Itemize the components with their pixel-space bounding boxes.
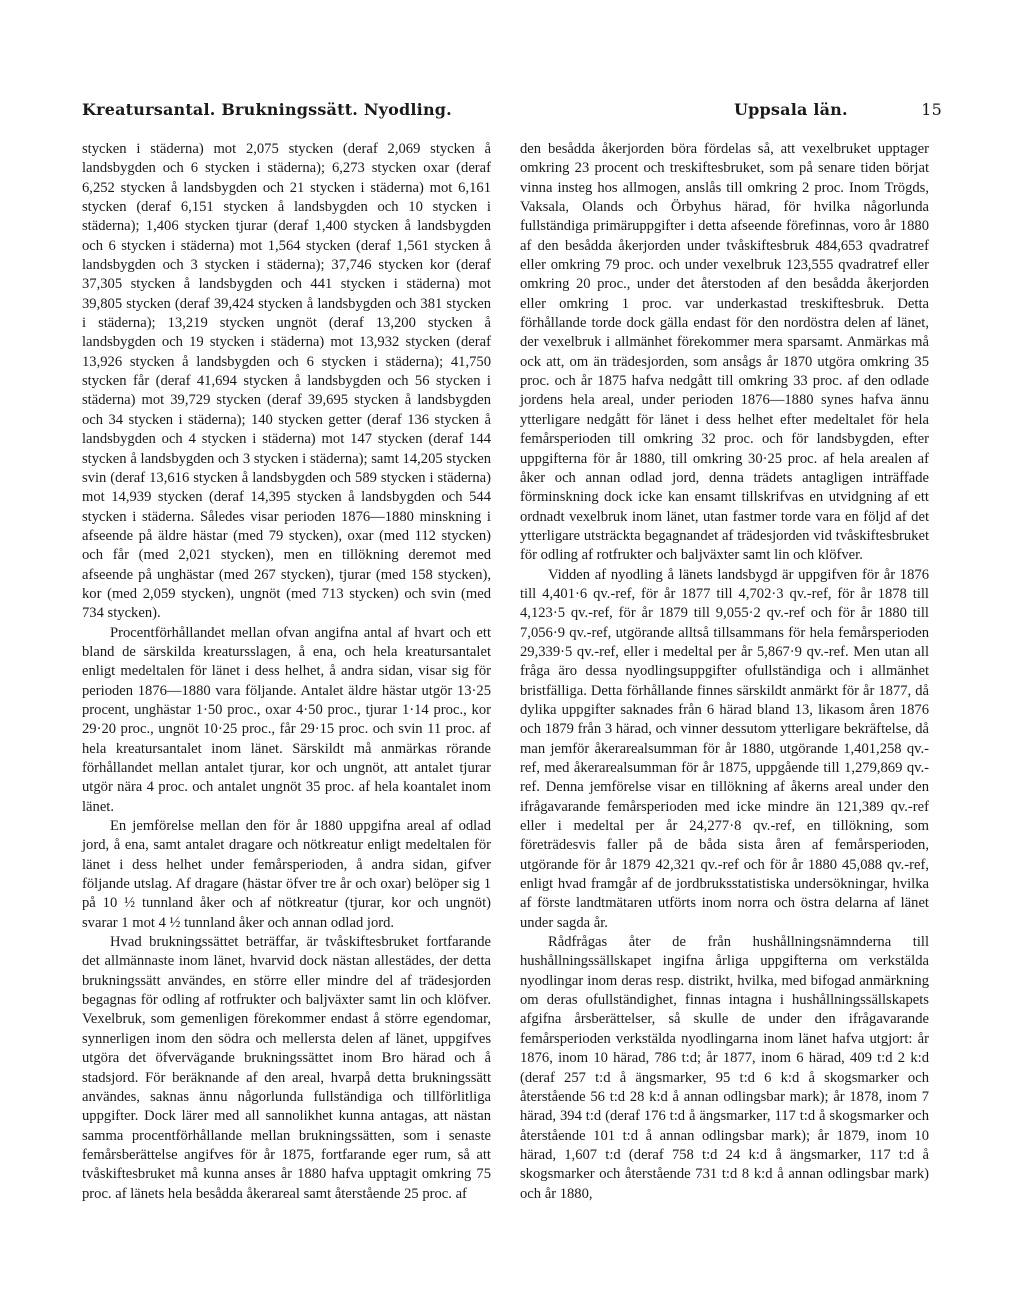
header-left-title: Kreatursantal. Brukningssätt. Nyodling. xyxy=(82,100,452,119)
paragraph: stycken i städerna) mot 2,075 stycken (deraf 2,069 stycken å landsbygden och 6 stycken i städerna); 6,273 stycken oxar (deraf 6,252 stycken å landsbygden och 21 stycken i städerna) mot 6,161 stycken (deraf 6,151 stycken å landsbygden och 10 stycken i städerna); 1,406 stycken tjurar (deraf 1,400 stycken å landsbygden och 6 stycken i städerna) mot 1,564 stycken (deraf 1,561 stycken å landsbygden och 3 stycken i städerna); 37,746 stycken kor (deraf 37,305 stycken å landsbygden och 441 stycken i städerna) mot 39,805 stycken (deraf 39,424 stycken å landsbygden och 381 stycken i städerna); 13,219 stycken ungnöt (deraf 13,200 stycken å landsbygden och 19 stycken i städerna) mot 13,932 stycken (deraf 13,926 stycken å landsbygden och 6 stycken i städerna); 41,750 stycken får (deraf 41,694 stycken å landsbygden och 56 stycken i städerna) mot 39,729 stycken (deraf 39,695 stycken å landsbygden och 34 stycken i städerna); 140 stycken getter (deraf 136 stycken å landsbygden och 4 stycken i städerna) mot 147 stycken (deraf 144 stycken å landsbygden och 3 stycken i städerna); samt 14,205 stycken svin (deraf 13,616 stycken å landsbygden och 589 stycken i städerna) mot 14,939 stycken (deraf 14,395 stycken å landsbygden och 544 stycken i städerna. Således visar perioden 1876—1880 minskning i afseende på äldre hästar (med 79 stycken), oxar (med 112 stycken) och får (med 2,021 stycken), men en tillökning deremot med afseende på unghästar (med 267 stycken), tjurar (med 158 stycken), kor (med 2,059 stycken), ungnöt (med 713 stycken) och svin (med 734 stycken). xyxy=(82,141,491,622)
header-right-title: Uppsala län. xyxy=(734,100,848,119)
paragraph: Procentförhållandet mellan ofvan angifna antal af hvart och ett bland de särskilda kreatursslagen, å ena, och hela kreatursantalet enligt medeltalen för länet i dess helhet, å andra sidan, visar sig för perioden 1876—1880 vara följande. Antalet äldre hästar utgör 13·25 procent, unghästar 1·50 proc., oxar 4·50 proc., tjurar 1·14 proc., kor 29·20 proc., ungnöt 10·25 proc., får 29·15 proc. och svin 11 proc. af hela kreatursantalet inom länet. Särskildt må anmärkas rörande förhållandet mellan antalet tjurar, kor och ungnöt, att antalet tjurar utgör nära 4 proc. och antalet ungnöt 35 proc. af hela koantalet inom länet. xyxy=(82,624,491,815)
left-text-column xyxy=(82,140,491,1204)
paragraph: Vidden af nyodling å länets landsbygd är uppgifven för år 1876 till 4,401·6 qv.-ref, för år 1877 till 4,702·3 qv.-ref, för år 1878 till 4,123·5 qv.-ref, för år 1879 till 9,055·2 qv.-ref och för år 1880 till 7,056·9 qv.-ref, utgörande alltså tillsammans för hela femårsperioden 29,339·5 qv.-ref, eller i medeltal per år 5,867·9 qv.-ref. Men utan all fråga äro dessa nyodlingsuppgifter ofullständiga och i allmänhet bristfälliga. Detta förhållande finnes särskildt anmärkt för år 1877, då dylika uppgifter saknades från 6 härad bland 13, likasom åren 1876 och 1879 från 3 härad, och vinner dessutom ytterligare bekräftelse, då man jemför åkerarealsumman för år 1880, utgörande 1,401,258 qv.-ref, med åkerarealsumman för år 1875, uppgående till 1,279,869 qv.-ref. Denna jemförelse visar en tillökning af åkerns areal under den ifrågavarande femårsperioden med icke mindre än 121,389 qv.-ref eller i medeltal per år 24,277·8 qv.-ref, en tillökning, som företrädesvis faller på de båda sista åren af femårsperioden, utgörande för år 1879 42,321 qv.-ref och för år 1880 45,088 qv.-ref, enligt hvad framgår af de jordbruksstatistiska undersökningar, hvilka af förste landtmätaren utförts inom norra och östra delarna af länet under sagda år. xyxy=(520,566,929,931)
paragraph: En jemförelse mellan den för år 1880 uppgifna areal af odlad jord, å ena, samt antalet dragare och nötkreatur enligt medeltalen för länet i dess helhet under femårsperioden, å andra sidan, gifver följande utslag. Af dragare (hästar öfver tre år och oxar) belöper sig 1 på 10 ½ tunnland åker och af nötkreatur (tjurar, kor och ungnöt) svarar 1 mot 4 ½ tunnland åker och annan odlad jord. xyxy=(82,818,491,931)
paragraph: Rådfrågas åter de från hushållningsnämnderna till hushållningssällskapet ingifna årliga uppgifterna om verkstälda nyodlingar inom deras resp. distrikt, hvilka, med bifogad anmärkning om deras ofullständighet, finnas intagna i hushållningssällskapets afgifna årsberättelser, så skulle de under den ifrågavarande femårsperioden verkstälda nyodlingarna inom länet hafva utgjort: år 1876, inom 10 härad, 786 t:d; år 1877, inom 6 härad, 409 t:d 2 k:d (deraf 257 t:d å ängsmarker, 95 t:d 6 k:d å skogsmarker och återstående 56 t:d 28 k:d å annan odlingsbar mark); år 1878, inom 7 härad, 394 t:d (deraf 176 t:d å ängsmarker, 117 t:d å skogsmarker och återstående 101 t:d å annan odlingsbar mark); år 1879, inom 10 härad, 1,607 t:d (deraf 758 t:d 24 k:d å ängsmarker, 117 t:d å skogsmarker och återstående 731 t:d 8 k:d å annan odlingsbar mark) och år 1880, xyxy=(520,934,929,1202)
paragraph: den besådda åkerjorden böra fördelas så, att vexelbruket upptager omkring 23 procent och treskiftesbruket, som på senare tiden börjat vinna insteg hos allmogen, anslås till omkring 2 proc. Inom Trögds, Vaksala, Olands och Örbyhus härad, för hvilka någorlunda fullständiga primäruppgifter i detta afseende förefinnas, voro år 1880 af den besådda åkerjorden under tvåskiftesbruk 484,653 qvadratref eller omkring 79 proc. och under vexelbruk 123,555 qvadratref eller omkring 20 proc., under det återstoden af den besådda åkerjorden eller omkring 1 proc. var underkastad treskiftesbruk. Detta förhållande torde dock gälla endast för den nordöstra delen af länet, der vexelbruk i allmänhet förekommer mera sparsamt. Anmärkas må ock att, om än trädesjorden, som ansågs år 1870 utgöra omkring 35 proc. och år 1875 hafva nedgått till omkring 33 proc. af den odlade jordens hela areal, under perioden 1876—1880 synes hafva ännu ytterligare nedgått för länet i dess helhet efter medeltalet för hela femårsperioden till omkring 32 proc. och för landsbygden, efter uppgifterna för år 1880, till omkring 30·25 proc. af hela arealen af åker och annan odlad jord, denna trädets antagligen inträffade förminskning dock icke kan ensamt tillskrifvas en utvidgning af ett ordnadt vexelbruk inom länet, utan fastmer torde vara en följd af det ytterligare utsträckta begagnandet af trädesjorden vid tvåskiftesbruket för odling af rotfrukter och baljväxter samt lin och klöfver. xyxy=(520,141,929,564)
page-number: 15 xyxy=(921,100,942,119)
running-header xyxy=(82,100,942,126)
paragraph: Hvad brukningssättet beträffar, är tvåskiftesbruket fortfarande det allmännaste inom länet, hvarvid dock nästan allestädes, der detta brukningssätt användes, en större eller mindre del af trädesjorden begagnas för odling af rotfrukter och baljväxter samt lin och klöfver. Vexelbruk, som gemenligen förekommer endast å större egendomar, synnerligen inom den södra och mellersta delen af länet, uppgifves utgöra det öfvervägande brukningssättet inom Bro härad och å stadsjord. För beräknande af den areal, hvarpå detta brukningssätt användes, saknas ännu någorlunda fullständiga och tillförlitliga uppgifter. Dock lärer med all sannolikhet kunna antagas, att nästan samma procentförhållande mellan brukningssätten, som i senaste femårsberättelse angifves för år 1875, fortfarande eger rum, så att tvåskiftesbruket må kunna anses år 1880 hafva upptagit omkring 75 proc. af länets hela besådda åkerareal samt återstående 25 proc. af xyxy=(82,934,491,1202)
right-text-column xyxy=(520,140,929,1204)
